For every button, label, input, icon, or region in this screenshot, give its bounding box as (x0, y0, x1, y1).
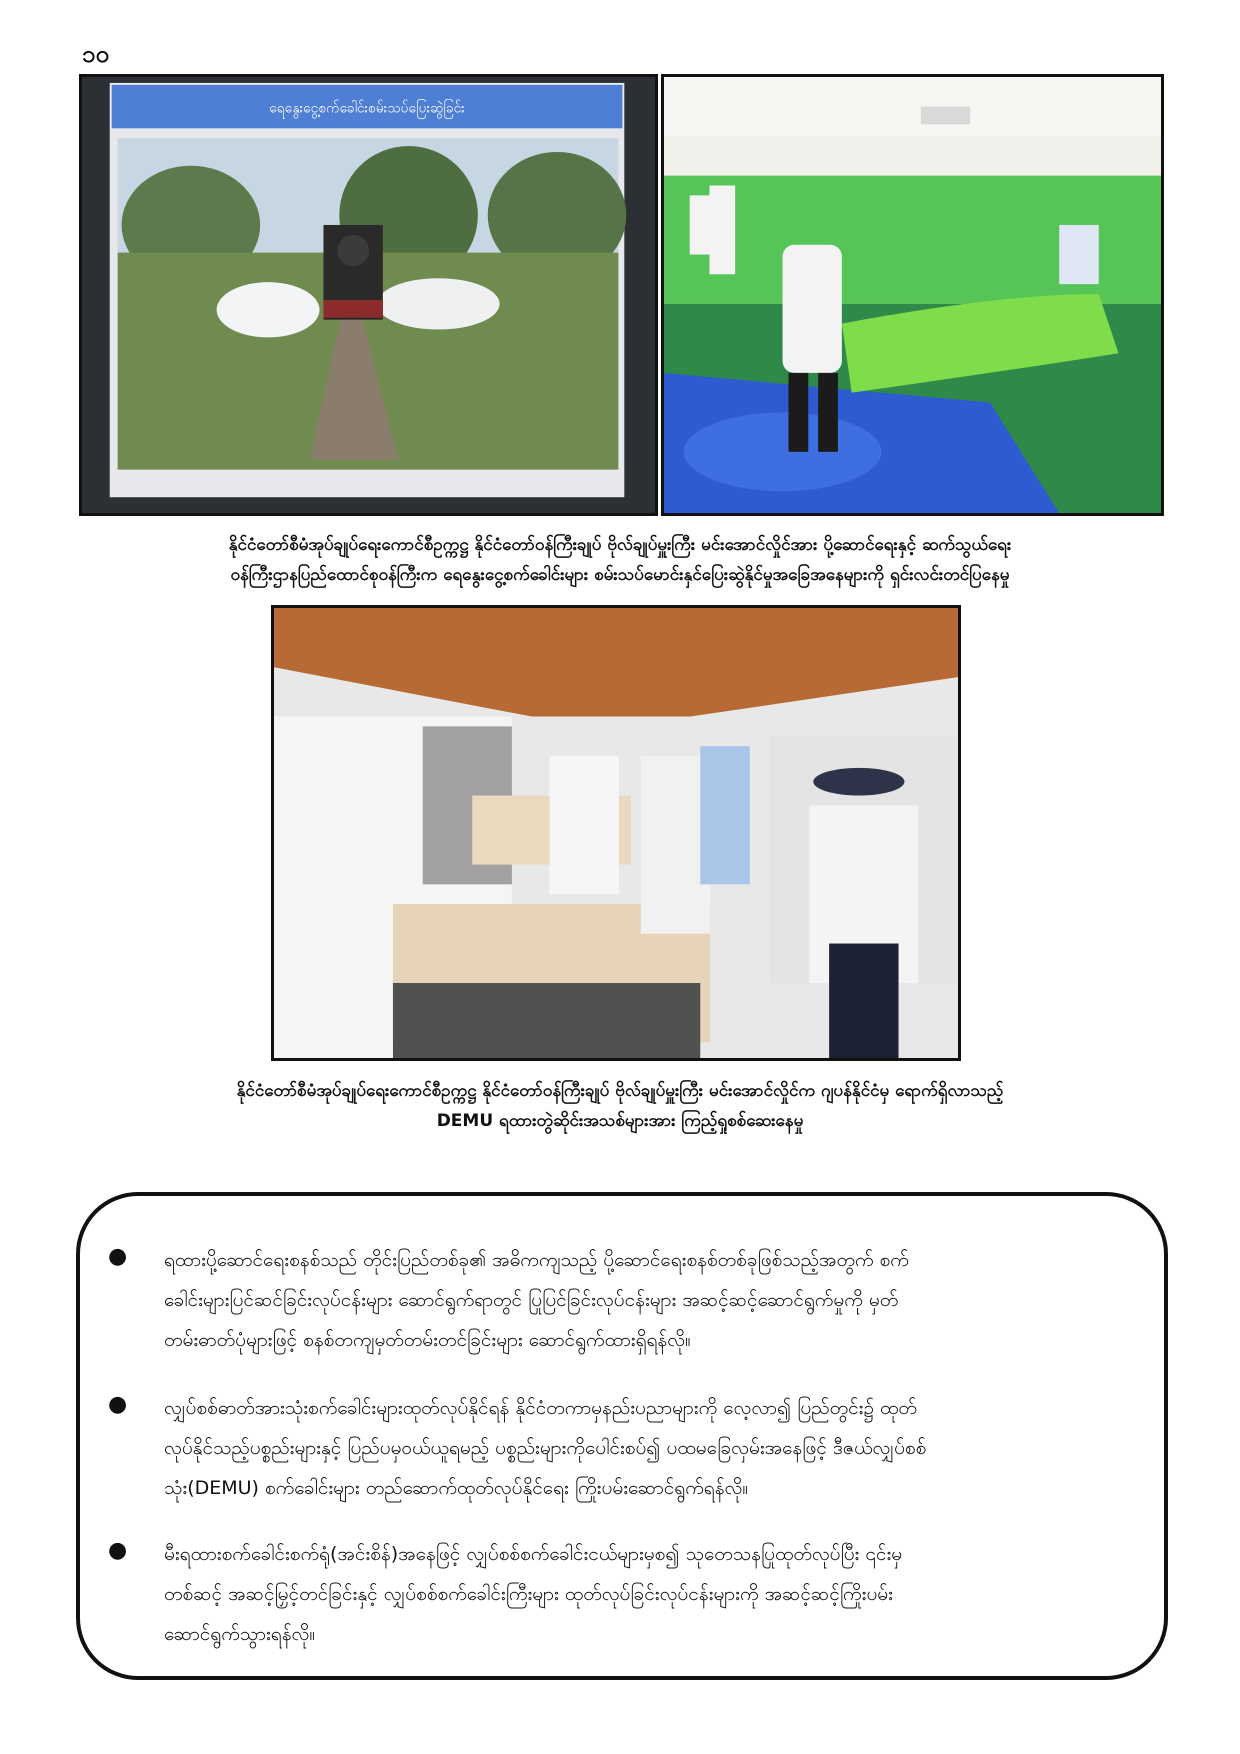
key-point-item (108, 1534, 1118, 1654)
photo-demu-coach-interior (271, 605, 961, 1061)
key-point-1-line-1: ရထားပို့ဆောင်ရေးစနစ်သည် တိုင်းပြည်တစ်ခု၏ အဓိကကျသည့် ပို့ဆောင်ရေးစနစ်တစ်ခုဖြစ်သည့်အတွက် စက် (164, 1249, 909, 1271)
key-point-item (108, 1388, 1118, 1508)
key-point-1-line-2: ခေါင်းများပြင်ဆင်ခြင်းလုပ်ငန်းများ ဆောင်ရွက်ရာတွင် ပြုပြင်ခြင်းလုပ်ငန်းများ အဆင့်ဆင့်ဆောင်ရွက်မှုကို မှတ် (164, 1289, 899, 1311)
key-point-2-line-1: လျှပ်စစ်ဓာတ်အားသုံးစက်ခေါင်းများထုတ်လုပ်နိုင်ရန် နိုင်ငံတကာမှနည်းပညာများကို လေ့လာ၍ ပြည်တွင်း၌ ထုတ် (164, 1397, 917, 1419)
photo-caption-1 (60, 530, 1180, 590)
key-point-item (108, 1240, 1118, 1360)
caption-2-line-1: နိုင်ငံတော်စီမံအုပ်ချုပ်ရေးကောင်စီဥက္ကဋ္ဌ နိုင်ငံတော်ဝန်ကြီးချုပ် ဗိုလ်ချုပ်မှူးကြီး မင်းအောင်လှိုင်က ဂျပန်နိုင်ငံမှ ရောက်ရှိလာသည့် (236, 1081, 1004, 1101)
key-point-2-line-3: သုံး(DEMU) စက်ခေါင်းများ တည်ဆောက်ထုတ်လုပ်နိုင်ရေး ကြိုးပမ်းဆောင်ရွက်ရန်လို။ (164, 1477, 749, 1499)
key-point-3-line-1: မီးရထားစက်ခေါင်းစက်ရုံ(အင်းစိန်)အနေဖြင့် လျှပ်စစ်စက်ခေါင်းငယ်များမှစ၍ သုတေသနပြုထုတ်လုပ်ပြီး ၎င်းမှ (164, 1543, 903, 1565)
photo-caption-2 (60, 1076, 1180, 1136)
key-point-3-line-3: ဆောင်ရွက်သွားရန်လို။ (164, 1623, 316, 1645)
photo-meeting-room (661, 74, 1164, 516)
key-point-3-line-2: တစ်ဆင့် အဆင့်မြှင့်တင်ခြင်းနှင့် လျှပ်စစ်စက်ခေါင်းကြီးများ ထုတ်လုပ်ခြင်းလုပ်ငန်းများကို အဆင့်ဆင့်ကြိုးပမ်း (164, 1583, 893, 1605)
bullet-icon: ● (108, 1538, 128, 1563)
key-points-box (76, 1192, 1168, 1680)
slide-title: ရေနွေးငွေ့စက်ခေါင်းစမ်းသပ်ပြေးဆွဲခြင်း (269, 100, 465, 117)
page-number: ၁၀ (82, 40, 109, 68)
caption-1-line-2: ဝန်ကြီးဌာနပြည်ထောင်စုဝန်ကြီးက ရေနွေးငွေ့စက်ခေါင်းများ စမ်းသပ်မောင်းနှင်ပြေးဆွဲနိုင်မှုအခြေအနေများကို ရှင်းလင်းတင်ပြနေမှု (230, 565, 1010, 585)
bullet-icon: ● (108, 1244, 128, 1269)
bullet-icon: ● (108, 1392, 128, 1417)
photo-steam-locomotive-slide (79, 74, 658, 516)
caption-2-line-2: DEMU ရထားတွဲဆိုင်းအသစ်များအား ကြည့်ရှုစစ်ဆေးနေမှု (436, 1111, 804, 1131)
caption-1-line-1: နိုင်ငံတော်စီမံအုပ်ချုပ်ရေးကောင်စီဥက္ကဋ္ဌ နိုင်ငံတော်ဝန်ကြီးချုပ် ဗိုလ်ချုပ်မှူးကြီး မင်းအောင်လှိုင်အား ပို့ဆောင်ရေးနှင့် ဆက်သွယ်ရေး (228, 535, 1012, 555)
key-point-2-line-2: လုပ်နိုင်သည့်ပစ္စည်းများနှင့် ပြည်ပမှဝယ်ယူရမည့် ပစ္စည်းများကိုပေါင်းစပ်၍ ပထမခြေလှမ်းအနေဖြင့် ဒီဇယ်လျှပ်စစ် (164, 1437, 927, 1459)
key-point-1-line-3: တမ်းဓာတ်ပုံများဖြင့် စနစ်တကျမှတ်တမ်းတင်ခြင်းများ ဆောင်ရွက်ထားရှိရန်လို။ (164, 1329, 691, 1351)
